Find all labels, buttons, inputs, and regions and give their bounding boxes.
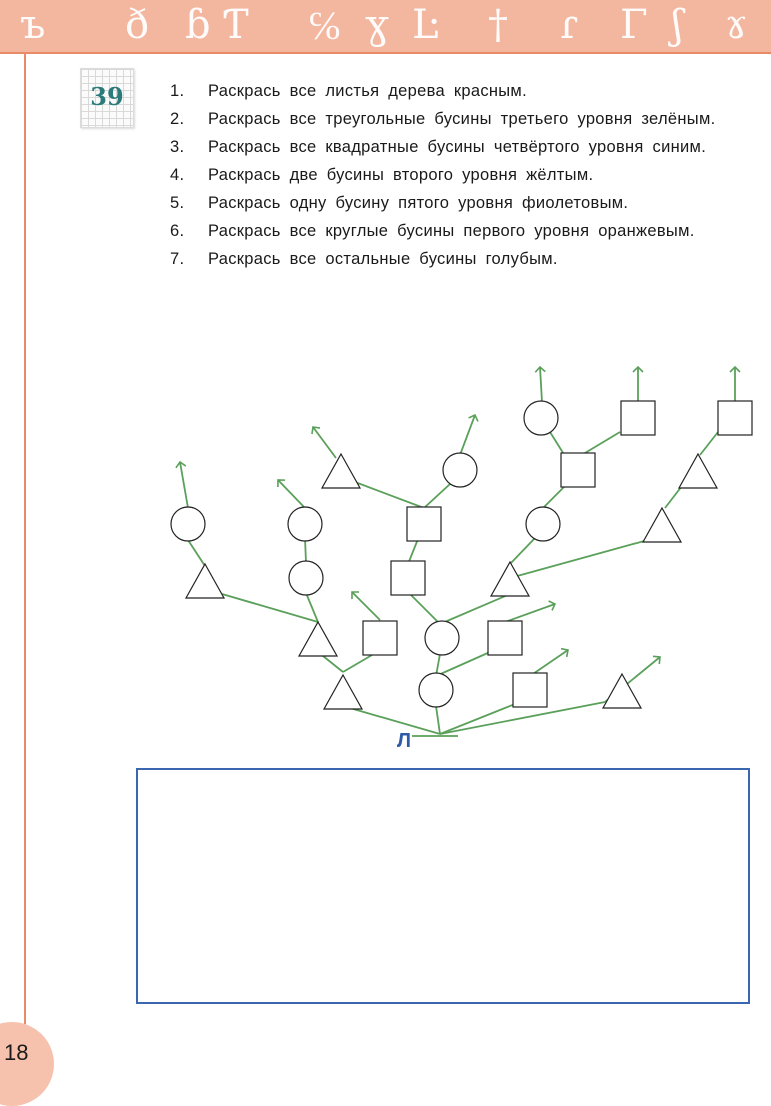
circle-bead[interactable]: [425, 621, 459, 655]
triangle-bead[interactable]: [603, 674, 641, 708]
tree-root-label: Л: [397, 730, 412, 752]
square-bead[interactable]: [718, 401, 752, 435]
tree-branch-line: [580, 432, 620, 456]
tree-leaf-arrow: [460, 415, 475, 455]
tree-branch-line: [440, 704, 515, 734]
tree-branch-line: [343, 706, 440, 734]
letter-glyph-icon: ɾ: [560, 2, 579, 48]
answer-drawing-box: [136, 768, 750, 1004]
tree-branch-line: [408, 539, 418, 564]
tree-beads: [171, 401, 752, 709]
triangle-bead[interactable]: [322, 454, 360, 488]
instruction-text: Раскрась все квадратные бусины четвёртого уровня синим.: [208, 138, 707, 156]
instruction-text: Раскрась все круглые бусины первого уровня оранжевым.: [208, 222, 695, 240]
square-bead[interactable]: [488, 621, 522, 655]
tree-leaf-arrow: [180, 462, 188, 508]
square-bead[interactable]: [561, 453, 595, 487]
square-bead[interactable]: [621, 401, 655, 435]
page-number: 18: [4, 1040, 29, 1065]
letter-glyph-icon: ɣ: [365, 2, 389, 48]
tree-branch-line: [305, 538, 306, 563]
tree-branch-line: [700, 432, 718, 455]
tree-leaf-arrow: [530, 650, 568, 676]
tree-branch-line: [510, 538, 655, 578]
instruction-text: Раскрась все остальные бусины голубым.: [208, 250, 558, 268]
circle-bead[interactable]: [171, 507, 205, 541]
tree-branch-line: [543, 486, 565, 508]
tree-branch-line: [440, 594, 510, 624]
tree-branch-line: [188, 540, 205, 566]
triangle-bead[interactable]: [643, 508, 681, 542]
letter-glyph-icon: ℅: [308, 3, 342, 49]
tree-branch-line: [550, 432, 565, 456]
triangle-bead[interactable]: [186, 564, 224, 598]
instruction-number: 1.: [170, 82, 185, 100]
figure-glyph-icon: †: [488, 2, 508, 48]
letter-glyph-icon: ʃ: [672, 2, 683, 48]
tree-branch-line: [306, 593, 318, 622]
letter-glyph-icon: ɤ: [725, 2, 748, 48]
instruction-number: 4.: [170, 166, 185, 184]
tree-branch-line: [424, 484, 450, 508]
task-number: 39: [90, 82, 124, 111]
instruction-number: 6.: [170, 222, 185, 240]
circle-bead[interactable]: [443, 453, 477, 487]
letter-glyph-icon: Ŀ: [412, 2, 439, 48]
letter-glyph-icon: Γ: [620, 2, 648, 48]
tree-leaf-arrow: [313, 427, 336, 458]
letter-glyph-icon: ð: [125, 2, 150, 48]
triangle-bead[interactable]: [299, 622, 337, 656]
letter-glyph-icon: Ƭ: [222, 2, 249, 48]
triangle-bead[interactable]: [324, 675, 362, 709]
circle-bead[interactable]: [526, 507, 560, 541]
instruction-text: Раскрась все треугольные бусины третьего уровня зелёным.: [208, 110, 716, 128]
triangle-bead[interactable]: [679, 454, 717, 488]
circle-bead[interactable]: [289, 561, 323, 595]
instruction-text: Раскрась все листья дерева красным.: [208, 82, 527, 100]
tree-branch-line: [410, 594, 440, 624]
instruction-number: 7.: [170, 250, 185, 268]
tree-leaf-arrow: [540, 367, 542, 402]
instruction-number: 2.: [170, 110, 185, 128]
circle-bead[interactable]: [524, 401, 558, 435]
tree-leaf-arrow: [352, 592, 380, 620]
tree-branch-line: [343, 655, 372, 672]
instruction-text: Раскрась две бусины второго уровня жёлтым.: [208, 166, 594, 184]
circle-bead[interactable]: [288, 507, 322, 541]
letter-glyph-icon: ъ: [20, 2, 46, 48]
tree-branch-line: [222, 594, 318, 622]
instruction-text: Раскрась одну бусину пятого уровня фиолетовым.: [208, 194, 629, 212]
tree-leaf-arrow: [278, 480, 305, 508]
circle-bead[interactable]: [419, 673, 453, 707]
instruction-number: 3.: [170, 138, 185, 156]
square-bead[interactable]: [363, 621, 397, 655]
triangle-bead[interactable]: [491, 562, 529, 596]
square-bead[interactable]: [513, 673, 547, 707]
letter-glyph-icon: ɓ: [185, 2, 211, 48]
square-bead[interactable]: [407, 507, 441, 541]
tree-branch-line: [436, 652, 490, 676]
instruction-number: 5.: [170, 194, 185, 212]
tree-branch-line: [436, 706, 440, 734]
tree-leaf-arrow: [505, 604, 555, 622]
square-bead[interactable]: [391, 561, 425, 595]
tree-branch-line: [355, 482, 424, 508]
tree-branch-line: [510, 538, 535, 564]
